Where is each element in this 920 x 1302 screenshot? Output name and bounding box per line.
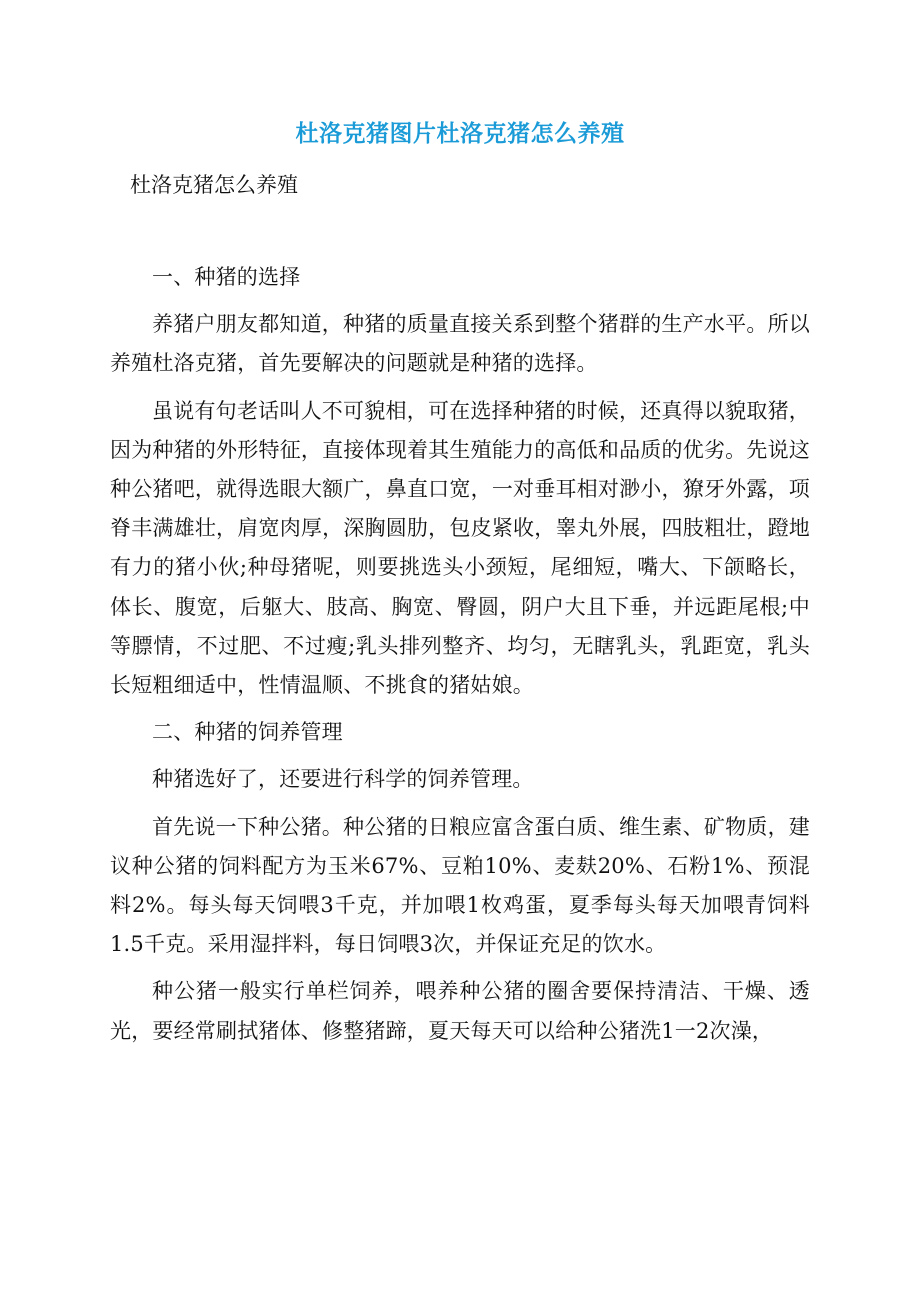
paragraph: 虽说有句老话叫人不可貌相，可在选择种猪的时候，还真得以貌取猪，因为种猪的外形特征，直接体现着其生殖能力的高低和品质的优劣。先说这种公猪吧，就得选眼大额广，鼻直口宽，一对垂耳相对渺小，獠牙外露，项脊丰满雄壮，肩宽肉厚，深胸圆肋，包皮紧收，睾丸外展，四肢粗壮，蹬地有力的猪小伙;种母猪呢，则要挑选头小颈短，尾细短，嘴大、下颌略长，体长、腹宽，后躯大、肢高、胸宽、臀圆，阴户大且下垂，并远距尾根;中等膘情，不过肥、不过瘦;乳头排列整齐、均匀，无瞎乳头，乳距宽，乳头长短粗细适中，性情温顺、不挑食的猪姑娘。 — [110, 398, 810, 698]
section-heading-feeding-management: 二、种猪的饲养管理 — [152, 720, 343, 745]
paragraph: 首先说一下种公猪。种公猪的日粮应富含蛋白质、维生素、矿物质，建议种公猪的饲料配方为玉米67%、豆粕10%、麦麸20%、石粉1%、预混料2%。每头每天饲喂3千克，并加喂1枚鸡蛋，夏季每头每天加喂青饲料1.5千克。采用湿拌料，每日饲喂3次，并保证充足的饮水。 — [110, 814, 810, 957]
section-heading-breeding-selection: 一、种猪的选择 — [152, 265, 301, 289]
paragraph: 种公猪一般实行单栏饲养，喂养种公猪的圈舍要保持清洁、干燥、透光，要经常刷拭猪体、修整猪蹄，夏天每天可以给种公猪洗1一2次澡， — [110, 979, 810, 1043]
paragraph: 种猪选好了，还要进行科学的饲养管理。 — [152, 767, 534, 792]
paragraph: 养猪户朋友都知道，种猪的质量直接关系到整个猪群的生产水平。所以养殖杜洛克猪，首先要解决的问题就是种猪的选择。 — [110, 312, 810, 376]
document-title: 杜洛克猪图片杜洛克猪怎么养殖 — [295, 120, 625, 147]
document-body — [110, 258, 810, 1059]
document-subtitle: 杜洛克猪怎么养殖 — [130, 173, 298, 197]
